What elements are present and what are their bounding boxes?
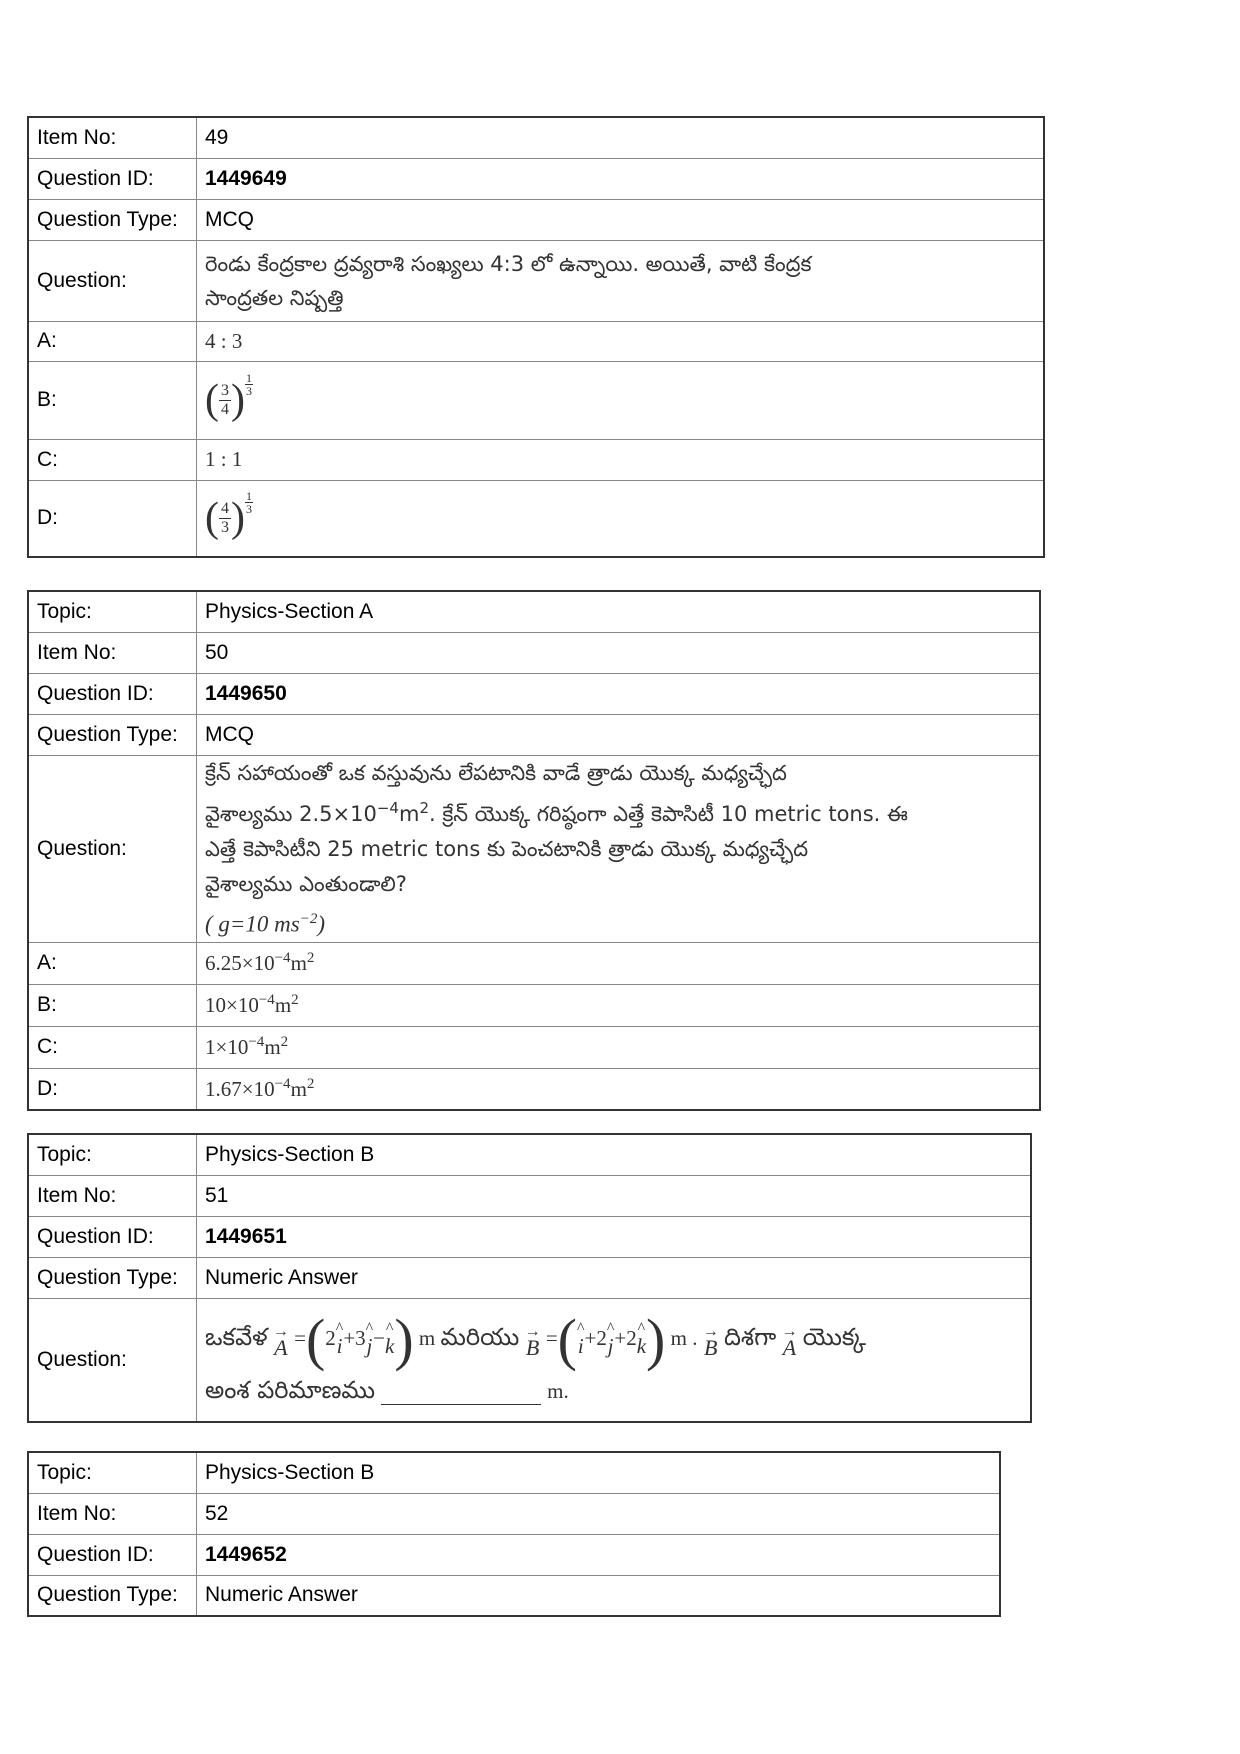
superscript: −4 (376, 798, 399, 817)
superscript: 2 (280, 1034, 289, 1050)
paren-close: ) (646, 1306, 666, 1372)
question-id-label: Question ID: (28, 1216, 197, 1257)
hat: ^ (637, 1319, 646, 1337)
question-51-table (27, 1133, 1032, 1423)
paren-open: ( (205, 495, 219, 542)
hat: ^ (335, 1319, 344, 1337)
exp-numerator: 1 (246, 489, 252, 504)
text-run: అంశ పరిమాణము (205, 1375, 376, 1404)
option-d-value (197, 480, 1045, 557)
question-label: Question: (28, 755, 197, 942)
topic-label: Topic: (28, 591, 197, 632)
fraction (219, 500, 231, 537)
superscript: 2 (419, 798, 429, 817)
item-no-label: Item No: (28, 1175, 197, 1216)
vector-symbol: B (525, 1334, 540, 1360)
option-b-value (197, 984, 1041, 1026)
question-line (205, 902, 1031, 942)
unit-symbol: j (607, 1333, 614, 1358)
text-run: వైశాల్యము 2.5×10 (205, 801, 377, 826)
option-a-value (197, 942, 1041, 984)
paren-open: ( (305, 1306, 326, 1372)
question-id-value: 1449650 (197, 673, 1041, 714)
unit: m (418, 1325, 436, 1350)
item-no-value: 51 (197, 1175, 1032, 1216)
option-b-label: B: (28, 361, 197, 439)
unit-k (385, 1319, 395, 1358)
text-run: 1.67×10 (205, 1076, 275, 1101)
dot: . (692, 1325, 698, 1350)
question-text (197, 240, 1045, 321)
topic-label: Topic: (28, 1452, 197, 1493)
text-run: m (274, 993, 292, 1017)
option-d-label: D: (28, 480, 197, 557)
denominator: 3 (221, 518, 229, 536)
text-run: ఒకవేళ (205, 1322, 268, 1351)
answer-blank (381, 1380, 541, 1405)
question-text (197, 755, 1041, 942)
paren-open: ( (557, 1306, 577, 1372)
superscript: −4 (248, 1034, 265, 1050)
item-no-label: Item No: (28, 632, 197, 673)
text-run: m (290, 951, 307, 975)
coefficient: +3 (343, 1325, 366, 1350)
question-id-value: 1449652 (197, 1534, 1001, 1575)
unit-symbol: i (577, 1333, 584, 1358)
topic-value: Physics-Section B (197, 1134, 1032, 1175)
question-id-label: Question ID: (28, 158, 197, 199)
item-no-label: Item No: (28, 117, 197, 158)
paren-close: ) (231, 495, 245, 542)
question-id-value: 1449649 (197, 158, 1045, 199)
option-d-label: D: (28, 1068, 197, 1110)
equals: = (294, 1325, 306, 1350)
question-line: ఎత్తే కెపాసిటీని 25 metric tons కు పెంచటానికి త్రాడు యొక్క మధ్యచ్ఛేద (205, 836, 809, 861)
text-run: దిశగా (723, 1322, 777, 1351)
exp-numerator: 1 (246, 371, 252, 385)
question-type-value: Numeric Answer (197, 1575, 1001, 1616)
text-run: ) (317, 911, 326, 937)
question-line: క్రేన్ సహాయంతో ఒక వస్తువును లేపటానికి వాడే త్రాడు యొక్క మధ్యచ్ఛేద (205, 760, 787, 785)
exponent-fraction (245, 372, 253, 397)
unit-k (636, 1319, 647, 1358)
text-run: ( g=10 ms (205, 911, 300, 937)
text-run: మరియు (440, 1322, 520, 1351)
question-text (197, 1298, 1032, 1422)
arrow: → (524, 1322, 541, 1340)
item-no-value: 52 (197, 1493, 1001, 1534)
question-type-value: Numeric Answer (197, 1257, 1032, 1298)
unit-i (576, 1319, 585, 1358)
vector-a (781, 1322, 798, 1360)
unit-symbol: j (366, 1333, 373, 1358)
question-type-value: MCQ (197, 199, 1045, 240)
numerator: 3 (221, 381, 229, 399)
numerator: 4 (221, 499, 229, 517)
exp-denominator: 3 (246, 384, 252, 398)
question-line: సాంద్రతల నిష్పత్తి (205, 285, 344, 310)
question-id-value: 1449651 (197, 1216, 1032, 1257)
option-b-label: B: (28, 984, 197, 1026)
hat: ^ (365, 1319, 374, 1337)
unit-symbol: k (385, 1333, 395, 1358)
question-line (205, 1306, 1022, 1372)
unit: m. (547, 1378, 569, 1403)
superscript: −2 (299, 910, 318, 927)
hat: ^ (606, 1319, 615, 1337)
question-line (205, 791, 1031, 832)
text-run: 1×10 (205, 1035, 249, 1059)
coefficient: +2 (584, 1325, 607, 1350)
text-run: m (398, 801, 420, 826)
text-run: . క్రేన్ యొక్క గరిష్ఠంగా ఎత్తే కెపాసిటీ 10 metric tons. ఈ (428, 801, 908, 826)
question-52-table (27, 1451, 1001, 1617)
superscript: 2 (291, 992, 299, 1008)
question-type-value: MCQ (197, 714, 1041, 755)
question-label: Question: (28, 240, 197, 321)
vector-b (524, 1322, 541, 1360)
question-type-label: Question Type: (28, 1257, 197, 1298)
item-no-value: 50 (197, 632, 1041, 673)
question-50-table (27, 590, 1041, 1111)
arrow: → (272, 1322, 289, 1340)
equals: = (545, 1325, 558, 1350)
question-id-label: Question ID: (28, 1534, 197, 1575)
question-line (205, 1369, 1022, 1413)
item-no-label: Item No: (28, 1493, 197, 1534)
denominator: 4 (221, 400, 229, 418)
text-run: 6.25×10 (205, 951, 275, 975)
option-a-value: 4 : 3 (197, 321, 1045, 361)
hat: ^ (385, 1319, 394, 1337)
unit: m (670, 1325, 687, 1350)
topic-value: Physics-Section B (197, 1452, 1001, 1493)
arrow: → (781, 1322, 798, 1340)
paren-open: ( (205, 377, 219, 423)
arrow: → (702, 1322, 719, 1340)
option-a-label: A: (28, 321, 197, 361)
coefficient: +2 (614, 1325, 637, 1350)
question-label: Question: (28, 1298, 197, 1422)
exponent-fraction (245, 490, 253, 515)
text-run: యొక్క (802, 1322, 866, 1351)
superscript: −4 (274, 950, 291, 966)
vector-symbol: B (703, 1334, 718, 1360)
exp-denominator: 3 (246, 502, 252, 517)
unit-symbol: k (636, 1333, 647, 1358)
topic-label: Topic: (28, 1134, 197, 1175)
vector-a (272, 1322, 289, 1360)
text-run: m (290, 1076, 307, 1101)
vector-symbol: A (274, 1334, 288, 1360)
text-run: m (264, 1035, 281, 1059)
option-c-value: 1 : 1 (197, 439, 1045, 480)
superscript: −4 (274, 1075, 291, 1092)
paren-close: ) (231, 377, 245, 423)
fraction (219, 382, 231, 419)
question-49-table (27, 116, 1045, 558)
question-line: రెండు కేంద్రకాల ద్రవ్యరాశి సంఖ్యలు 4:3 లో ఉన్నాయి. అయితే, వాటి కేంద్రక (205, 251, 812, 276)
option-c-label: C: (28, 439, 197, 480)
question-id-label: Question ID: (28, 673, 197, 714)
vector-symbol: A (782, 1334, 797, 1360)
option-b-value (197, 361, 1045, 439)
vector-b (702, 1322, 719, 1360)
coefficient: − (373, 1325, 386, 1350)
superscript: 2 (306, 1075, 315, 1092)
unit-symbol: i (336, 1333, 343, 1358)
option-c-value (197, 1026, 1041, 1068)
question-type-label: Question Type: (28, 714, 197, 755)
superscript: 2 (306, 950, 315, 966)
option-d-value (197, 1068, 1041, 1110)
topic-value: Physics-Section A (197, 591, 1041, 632)
superscript: −4 (258, 992, 275, 1008)
question-line: వైశాల్యము ఎంతుండాలి? (205, 871, 407, 896)
coefficient: 2 (325, 1325, 336, 1350)
option-a-label: A: (28, 942, 197, 984)
question-type-label: Question Type: (28, 1575, 197, 1616)
option-c-label: C: (28, 1026, 197, 1068)
paren-close: ) (394, 1306, 414, 1372)
text-run: 10×10 (205, 993, 259, 1017)
item-no-value: 49 (197, 117, 1045, 158)
question-type-label: Question Type: (28, 199, 197, 240)
hat: ^ (576, 1319, 585, 1337)
